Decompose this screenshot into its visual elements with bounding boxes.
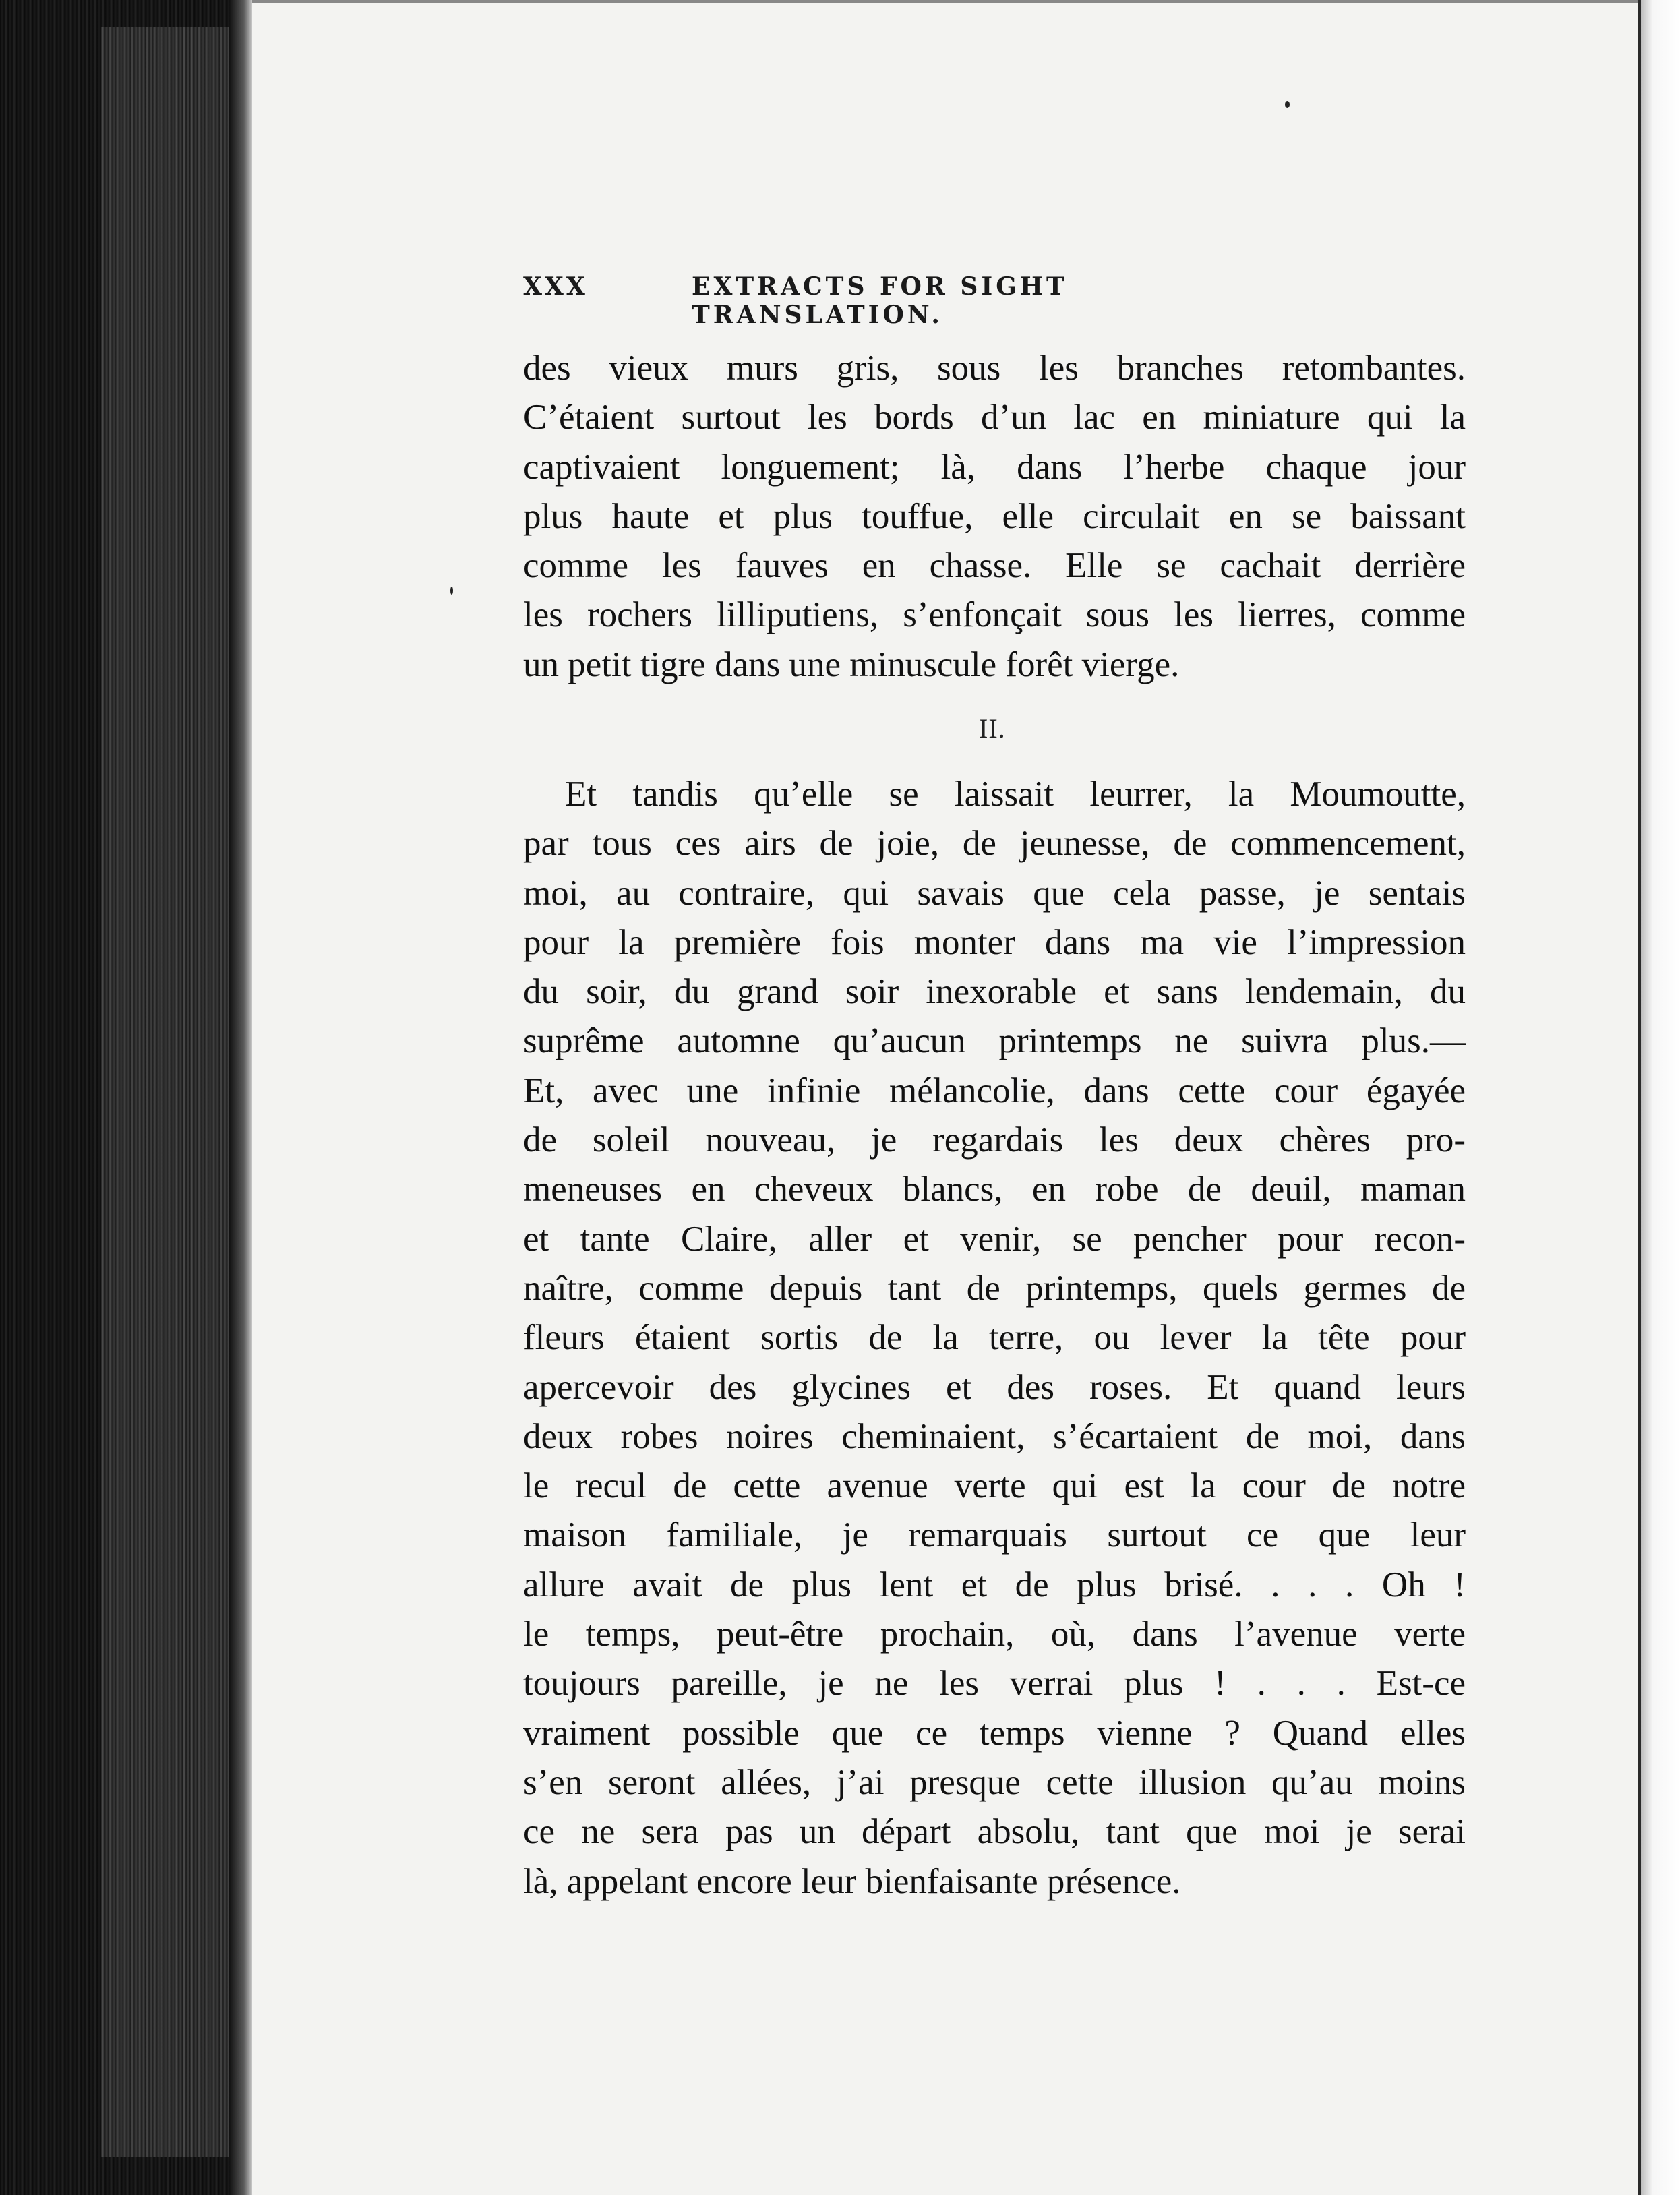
text-line: s’en seront allées, j’ai presque cette illusion qu’au moins (523, 1762, 1466, 1802)
page-folio: XXX (523, 272, 588, 301)
running-title: EXTRACTS FOR SIGHT TRANSLATION. (692, 272, 1068, 329)
text-line: plus haute et plus touffue, elle circulait en se baissant (523, 496, 1466, 536)
text-line: moi, au contraire, qui savais que cela passe, je sentais (523, 873, 1466, 913)
text-line: maison familiale, je remarquais surtout ce que leur (523, 1515, 1466, 1555)
text-line: apercevoir des glycines et des roses. Et quand leurs (523, 1367, 1466, 1407)
text-line: les rochers lilliputiens, s’enfonçait sous les lierres, comme (523, 595, 1466, 635)
text-line: toujours pareille, je ne les verrai plus ! . . . Est-ce (523, 1664, 1466, 1704)
running-head (523, 264, 1300, 329)
text-line: par tous ces airs de joie, de jeunesse, de commencement, (523, 824, 1466, 864)
speck (1285, 101, 1290, 108)
text-line: fleurs étaient sortis de la terre, ou lever la tête pour (523, 1318, 1466, 1358)
text-line: allure avait de plus lent et de plus brisé. . . . Oh ! (523, 1565, 1466, 1604)
text-line: le temps, peut-être prochain, où, dans l’avenue verte (523, 1615, 1466, 1654)
text-line: le recul de cette avenue verte qui est la cour de notre (523, 1466, 1466, 1506)
text-line: suprême automne qu’aucun printemps ne suivra plus.— (523, 1021, 1466, 1061)
paragraph-1 (523, 344, 1466, 690)
text-line: des vieux murs gris, sous les branches retombantes. (523, 349, 1466, 388)
paragraph-2 (523, 770, 1466, 1906)
speck (450, 587, 453, 595)
page-right-margin (1641, 0, 1680, 2195)
binding-shadow (229, 0, 253, 2195)
text-line: là, appelant encore leur bienfaisante présence. (523, 1861, 1181, 1901)
text-line: un petit tigre dans une minuscule forêt vierge. (523, 644, 1180, 684)
text-line: meneuses en cheveux blancs, en robe de deuil, maman (523, 1170, 1466, 1209)
text-line: vraiment possible que ce temps vienne ? Quand elles (523, 1713, 1466, 1753)
text-line: du soir, du grand soir inexorable et sans lendemain, du (523, 972, 1466, 1012)
page-top-edge (252, 0, 1641, 3)
text-line: Et tandis qu’elle se laissait leurrer, la Moumoutte, (565, 775, 1466, 814)
text-line: comme les fauves en chasse. Elle se cachait derrière (523, 546, 1466, 586)
text-line: ce ne sera pas un départ absolu, tant que moi je serai (523, 1812, 1466, 1852)
text-line: pour la première fois monter dans ma vie l’impression (523, 922, 1466, 962)
text-line: naître, comme depuis tant de printemps, quels germes de (523, 1268, 1466, 1308)
text-line: de soleil nouveau, je regardais les deux chères pro- (523, 1120, 1466, 1160)
section-number: II. (979, 713, 1006, 744)
text-line: C’étaient surtout les bords d’un lac en miniature qui la (523, 398, 1466, 438)
text-line: deux robes noires cheminaient, s’écartaient de moi, dans (523, 1416, 1466, 1456)
text-line: et tante Claire, aller et venir, se pencher pour recon- (523, 1219, 1466, 1259)
text-line: Et, avec une infinie mélancolie, dans cette cour égayée (523, 1071, 1466, 1110)
book-page-edges-highlight (101, 27, 229, 2157)
text-line: captivaient longuement; là, dans l’herbe chaque jour (523, 447, 1466, 487)
